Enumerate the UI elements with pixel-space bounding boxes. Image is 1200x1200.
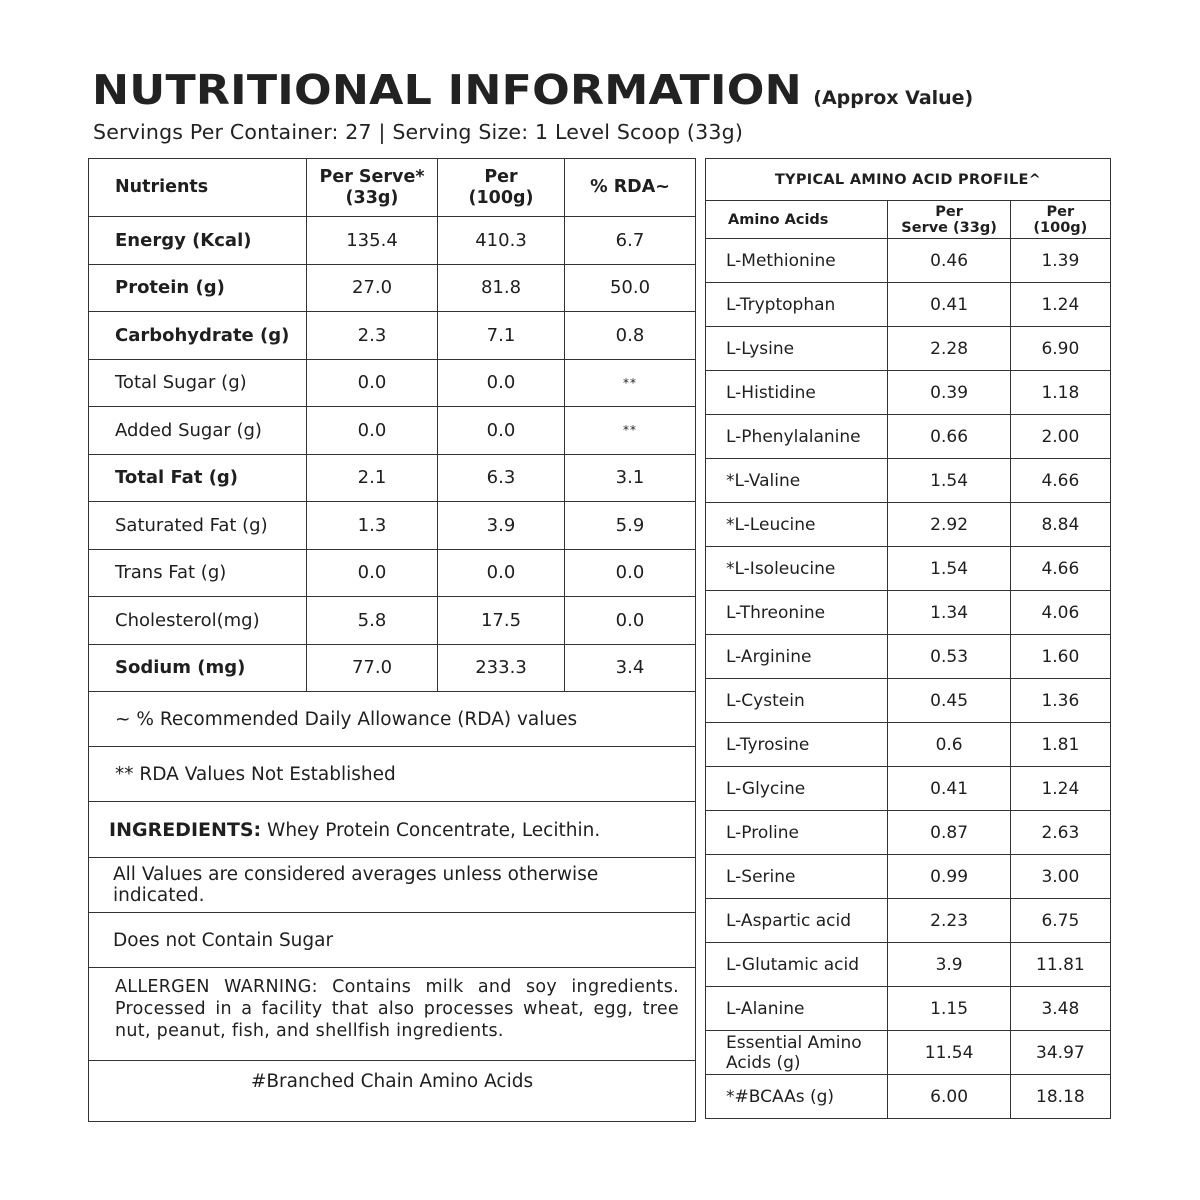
table-row: [706, 679, 1111, 723]
amino-per-100g-value: 6.75: [1010, 899, 1110, 943]
amino-per-serve-value: 0.41: [888, 283, 1010, 327]
per-100g-value: 7.1: [438, 312, 565, 360]
per-100g-value: 0.0: [438, 407, 565, 455]
bcaa-note: #Branched Chain Amino Acids: [89, 1061, 696, 1122]
amino-per-100g-value: 2.00: [1010, 415, 1110, 459]
table-row: [706, 459, 1111, 503]
ingredients-label: INGREDIENTS:: [109, 818, 262, 841]
amino-per-100g-value: 18.18: [1010, 1075, 1110, 1119]
ingredients: [89, 802, 696, 858]
per-100g-value: 3.9: [438, 502, 565, 550]
amino-per-serve-value: 11.54: [888, 1031, 1010, 1075]
amino-per-serve-value: 0.39: [888, 371, 1010, 415]
amino-acid-name: L-Tryptophan: [706, 283, 888, 327]
amino-table-title: TYPICAL AMINO ACID PROFILE^: [706, 159, 1111, 201]
title-row: [92, 66, 973, 114]
per-100g-value: 0.0: [438, 549, 565, 597]
amino-per-serve-value: 1.34: [888, 591, 1010, 635]
amino-per-100g-value: 1.36: [1010, 679, 1110, 723]
col-rda: % RDA~: [565, 159, 696, 217]
amino-acid-name: L-Alanine: [706, 987, 888, 1031]
nutrient-name: Trans Fat (g): [89, 549, 307, 597]
amino-per-100g-value: 11.81: [1010, 943, 1110, 987]
table-row: [89, 407, 696, 455]
amino-per-serve-value: 0.66: [888, 415, 1010, 459]
table-row: [706, 239, 1111, 283]
col-amino-per-serve: Per Serve (33g): [888, 201, 1010, 239]
amino-acid-name: L-Glycine: [706, 767, 888, 811]
col-amino-per-100g: Per (100g): [1010, 201, 1110, 239]
table-row: [706, 547, 1111, 591]
col-amino-acids: Amino Acids: [706, 201, 888, 239]
rda-value: 0.0: [565, 597, 696, 645]
amino-per-serve-value: 0.6: [888, 723, 1010, 767]
amino-per-100g-value: 1.39: [1010, 239, 1110, 283]
table-row: [706, 283, 1111, 327]
ingredients-text: Whey Protein Concentrate, Lecithin.: [267, 819, 601, 841]
table-row: [706, 1031, 1111, 1075]
averages-note: All Values are considered averages unless otherwise indicated.: [89, 858, 696, 913]
table-row: [706, 1075, 1111, 1119]
amino-per-serve-value: 0.87: [888, 811, 1010, 855]
table-row: [706, 767, 1111, 811]
nutrient-name: Total Fat (g): [89, 454, 307, 502]
amino-per-serve-value: 0.99: [888, 855, 1010, 899]
amino-per-100g-value: 1.18: [1010, 371, 1110, 415]
per-100g-value: 6.3: [438, 454, 565, 502]
col-per-serve: Per Serve* (33g): [307, 159, 438, 217]
amino-per-serve-value: 2.23: [888, 899, 1010, 943]
table-row: [706, 591, 1111, 635]
amino-per-serve-value: 1.54: [888, 459, 1010, 503]
per-serve-value: 5.8: [307, 597, 438, 645]
amino-acid-name: *L-Isoleucine: [706, 547, 888, 591]
table-row: [706, 811, 1111, 855]
amino-per-serve-value: 2.28: [888, 327, 1010, 371]
amino-acid-name: L-Phenylalanine: [706, 415, 888, 459]
table-row: [89, 597, 696, 645]
nutrient-name: Carbohydrate (g): [89, 312, 307, 360]
table-row: [89, 264, 696, 312]
table-row: [89, 549, 696, 597]
amino-per-serve-value: 0.45: [888, 679, 1010, 723]
amino-per-serve-value: 0.53: [888, 635, 1010, 679]
per-serve-value: 0.0: [307, 549, 438, 597]
nutrient-name: Total Sugar (g): [89, 359, 307, 407]
rda-value: 50.0: [565, 264, 696, 312]
amino-acid-name: L-Serine: [706, 855, 888, 899]
amino-per-100g-value: 3.00: [1010, 855, 1110, 899]
amino-per-100g-value: 1.60: [1010, 635, 1110, 679]
rda-value: 0.8: [565, 312, 696, 360]
amino-per-100g-value: 4.66: [1010, 547, 1110, 591]
per-100g-value: 233.3: [438, 644, 565, 692]
amino-per-serve-value: 3.9: [888, 943, 1010, 987]
rda-value: 3.4: [565, 644, 696, 692]
amino-per-serve-value: 2.92: [888, 503, 1010, 547]
amino-per-100g-value: 3.48: [1010, 987, 1110, 1031]
per-serve-value: 1.3: [307, 502, 438, 550]
per-100g-value: 81.8: [438, 264, 565, 312]
table-row: [89, 502, 696, 550]
amino-per-100g-value: 4.06: [1010, 591, 1110, 635]
table-row: [89, 217, 696, 265]
nutrient-name: Added Sugar (g): [89, 407, 307, 455]
per-serve-value: 0.0: [307, 407, 438, 455]
amino-per-serve-value: 1.15: [888, 987, 1010, 1031]
amino-acid-name: L-Tyrosine: [706, 723, 888, 767]
per-100g-value: 0.0: [438, 359, 565, 407]
table-row: [89, 312, 696, 360]
table-row: [706, 987, 1111, 1031]
col-per-100g: Per (100g): [438, 159, 565, 217]
sugar-note: Does not Contain Sugar: [89, 913, 696, 968]
amino-per-100g-value: 1.24: [1010, 767, 1110, 811]
servings-info: Servings Per Container: 27 | Serving Size: 1 Level Scoop (33g): [93, 120, 744, 144]
amino-header-row: [706, 201, 1111, 239]
approx-value-label: (Approx Value): [813, 87, 974, 109]
nutrient-name: Saturated Fat (g): [89, 502, 307, 550]
amino-per-100g-value: 4.66: [1010, 459, 1110, 503]
amino-acid-name: *#BCAAs (g): [706, 1075, 888, 1119]
per-serve-value: 27.0: [307, 264, 438, 312]
amino-acid-table: [705, 158, 1111, 1119]
amino-acid-name: *L-Valine: [706, 459, 888, 503]
table-row: [89, 644, 696, 692]
amino-acid-name: *L-Leucine: [706, 503, 888, 547]
amino-per-100g-value: 6.90: [1010, 327, 1110, 371]
amino-per-100g-value: 1.24: [1010, 283, 1110, 327]
per-serve-value: 2.3: [307, 312, 438, 360]
amino-per-100g-value: 1.81: [1010, 723, 1110, 767]
amino-acid-name: L-Arginine: [706, 635, 888, 679]
table-row: [706, 943, 1111, 987]
table-row: [706, 635, 1111, 679]
rda-value: 6.7: [565, 217, 696, 265]
table-row: [89, 359, 696, 407]
amino-acid-name: L-Methionine: [706, 239, 888, 283]
amino-per-serve-value: 1.54: [888, 547, 1010, 591]
rda-value: **: [565, 359, 696, 407]
amino-acid-name: L-Histidine: [706, 371, 888, 415]
per-serve-value: 2.1: [307, 454, 438, 502]
per-100g-value: 17.5: [438, 597, 565, 645]
table-row: [706, 855, 1111, 899]
nutrient-name: Energy (Kcal): [89, 217, 307, 265]
rda-note: ~ % Recommended Daily Allowance (RDA) values: [89, 692, 696, 747]
amino-per-100g-value: 8.84: [1010, 503, 1110, 547]
per-serve-value: 77.0: [307, 644, 438, 692]
table-row: [89, 454, 696, 502]
amino-per-serve-value: 0.41: [888, 767, 1010, 811]
table-row: [706, 327, 1111, 371]
rda-value: **: [565, 407, 696, 455]
amino-acid-name: Essential Amino Acids (g): [706, 1031, 888, 1075]
amino-acid-name: L-Lysine: [706, 327, 888, 371]
nutrition-header-row: [89, 159, 696, 217]
nutrient-name: Cholesterol(mg): [89, 597, 307, 645]
table-row: [706, 415, 1111, 459]
amino-per-serve-value: 6.00: [888, 1075, 1010, 1119]
per-100g-value: 410.3: [438, 217, 565, 265]
amino-per-100g-value: 2.63: [1010, 811, 1110, 855]
nutrient-name: Sodium (mg): [89, 644, 307, 692]
nutrient-name: Protein (g): [89, 264, 307, 312]
page-title: NUTRITIONAL INFORMATION: [92, 66, 802, 114]
col-nutrients: Nutrients: [89, 159, 307, 217]
rda-value: 0.0: [565, 549, 696, 597]
table-row: [706, 371, 1111, 415]
amino-per-100g-value: 34.97: [1010, 1031, 1110, 1075]
table-row: [706, 723, 1111, 767]
per-serve-value: 0.0: [307, 359, 438, 407]
table-row: [706, 503, 1111, 547]
rda-value: 5.9: [565, 502, 696, 550]
allergen-warning: ALLERGEN WARNING: Contains milk and soy ingredients. Processed in a facility that also processes wheat, egg, tree nut, peanut, fish, and shellfish ingredients.: [89, 968, 696, 1061]
amino-acid-name: L-Aspartic acid: [706, 899, 888, 943]
amino-acid-name: L-Glutamic acid: [706, 943, 888, 987]
amino-acid-name: L-Proline: [706, 811, 888, 855]
rda-value: 3.1: [565, 454, 696, 502]
amino-acid-name: L-Cystein: [706, 679, 888, 723]
amino-per-serve-value: 0.46: [888, 239, 1010, 283]
table-row: [706, 899, 1111, 943]
per-serve-value: 135.4: [307, 217, 438, 265]
rda-not-established-note: ** RDA Values Not Established: [89, 747, 696, 802]
nutrition-table: [88, 158, 696, 1122]
amino-acid-name: L-Threonine: [706, 591, 888, 635]
